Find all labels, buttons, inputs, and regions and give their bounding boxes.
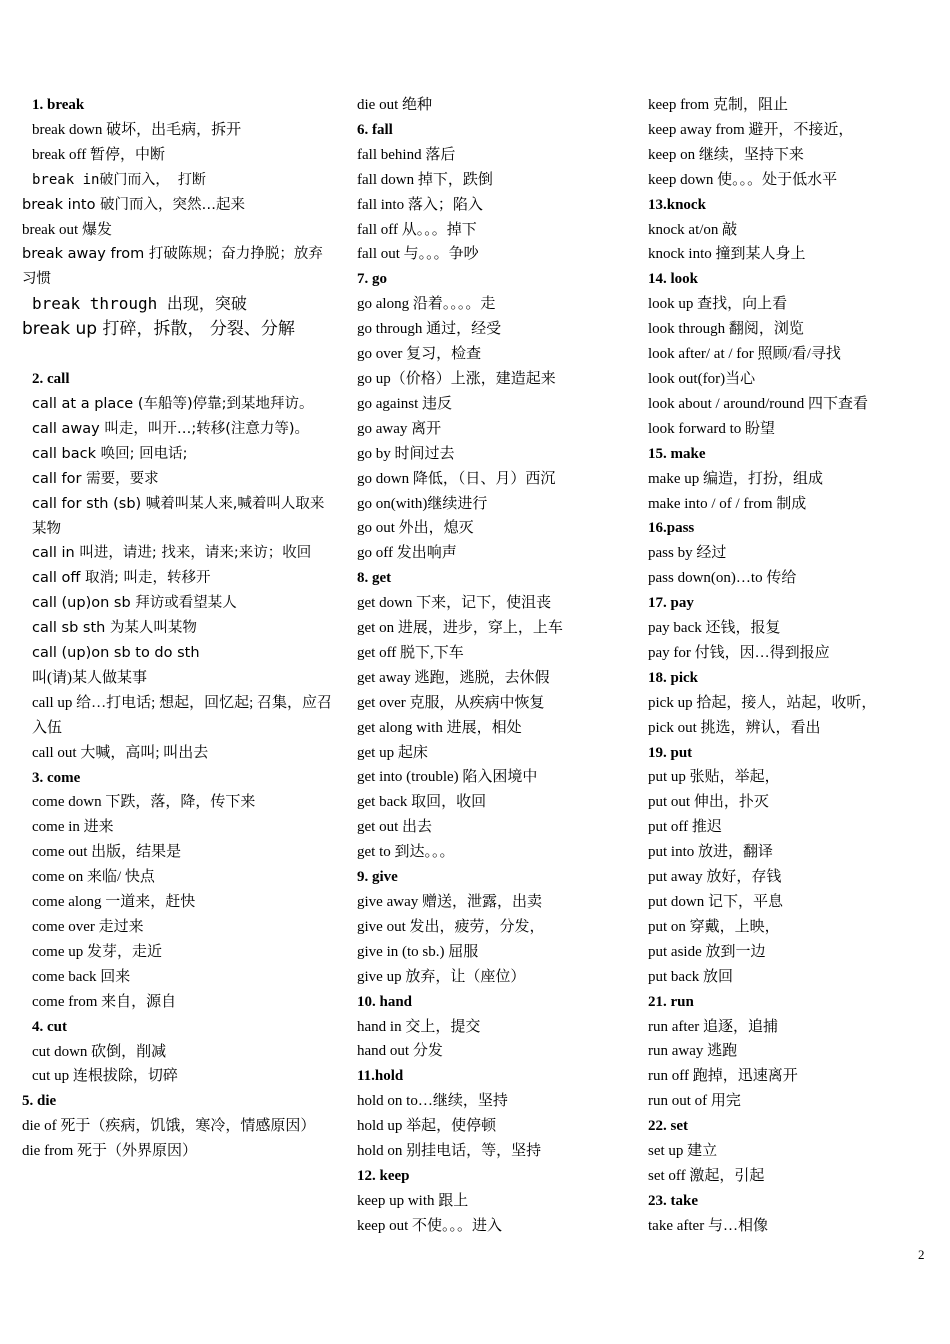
phrase-entry: break out 爆发 — [22, 221, 112, 238]
phrase-entry: die from 死于（外界原因） — [22, 1143, 197, 1160]
phrase-entry: go through 通过，经受 — [357, 321, 502, 338]
phrase-entry: break up 打碎，拆散， 分裂、分解 — [22, 319, 295, 340]
phrase-entry: call (up)on sb 拜访或看望某人 — [32, 595, 237, 612]
phrase-entry: pay for 付钱，因…得到报应 — [648, 644, 830, 661]
section-heading: 14. look — [648, 271, 699, 288]
phrase-entry: hold on to…继续，坚持 — [357, 1093, 508, 1110]
phrase-entry: call (up)on sb to do sth — [32, 645, 200, 662]
column-2 — [357, 93, 627, 1239]
section-heading: 5. die — [22, 1093, 57, 1110]
phrase-entry: give out 发出，疲劳，分发， — [357, 918, 545, 935]
phrase-entry: look out(for)当心 — [648, 370, 756, 387]
phrase-entry: call at a place (车船等)停靠;到某地拜访。 — [32, 395, 314, 412]
section-heading: 18. pick — [648, 669, 699, 686]
phrase-entry: get along with 进展，相处 — [357, 719, 522, 736]
phrase-entry: go away 离开 — [357, 420, 442, 437]
phrase-entry: go over 复习，检查 — [357, 346, 482, 363]
phrase-entry: die out 绝种 — [357, 97, 432, 113]
phrase-entry: break in破门而入， 打断 — [32, 171, 206, 188]
phrase-entry: come along 一道来，赶快 — [32, 894, 196, 911]
phrase-entry: go along 沿着。。。。走 — [357, 296, 496, 313]
phrase-entry: come from 来自，源自 — [32, 993, 177, 1010]
phrase-entry: fall out 与。。。争吵 — [357, 246, 479, 263]
phrase-entry: put into 放进，翻译 — [648, 844, 774, 861]
phrase-entry: knock into 撞到某人身上 — [648, 246, 806, 263]
phrase-entry: fall behind 落后 — [357, 146, 456, 163]
phrase-entry: break off 暂停，中断 — [32, 146, 166, 163]
phrase-entry: call sb sth 为某人叫某物 — [32, 620, 197, 637]
phrase-entry: hand out 分发 — [357, 1043, 443, 1060]
phrase-entry: get to 到达。。。 — [357, 844, 455, 861]
phrase-entry: hold on 别挂电话，等，坚持 — [357, 1143, 542, 1160]
phrase-entry: get over 克服，从疾病中恢复 — [357, 694, 545, 711]
section-heading: 23. take — [648, 1192, 698, 1209]
section-heading: 21. run — [648, 993, 694, 1010]
phrase-entry: break away from 打破陈规；奋力挣脱；放弃习惯 — [22, 246, 323, 288]
phrase-entry: run away 逃跑 — [648, 1043, 738, 1060]
phrase-entry: get down 下来，记下，使沮丧 — [357, 595, 552, 612]
phrase-entry: pass by 经过 — [648, 545, 727, 562]
phrase-entry: get back 取回，收回 — [357, 794, 487, 811]
phrase-entry: run off 跑掉，迅速离开 — [648, 1068, 798, 1085]
phrase-entry: get on 进展，进步，穿上，上车 — [357, 620, 563, 637]
phrase-entry: look about / around/round 四下查看 — [648, 395, 868, 412]
section-heading: 16.pass — [648, 520, 695, 537]
phrase-entry: go on(with)继续进行 — [357, 495, 488, 512]
section-heading: 12. keep — [357, 1167, 410, 1184]
phrase-entry: look after/ at / for 照顾/看/寻找 — [648, 346, 841, 363]
phrase-entry: hold up 举起，使停顿 — [357, 1118, 497, 1135]
phrase-entry: come in 进来 — [32, 819, 114, 836]
section-heading: 6. fall — [357, 121, 393, 138]
phrase-entry: come down 下跌，落，降，传下来 — [32, 794, 256, 811]
phrase-entry: put down 记下，平息 — [648, 894, 784, 910]
section-heading: 17. pay — [648, 595, 694, 612]
section-heading: 4. cut — [32, 1018, 67, 1035]
phrase-entry: keep out 不使。。。进入 — [357, 1217, 502, 1234]
phrase-entry: put aside 放到一边 — [648, 943, 766, 960]
phrase-entry: get into (trouble) 陷入困境中 — [357, 769, 538, 786]
phrase-entry: put out 伸出，扑灭 — [648, 794, 769, 811]
phrase-entry: die of 死于（疾病，饥饿，寒冷，情感原因） — [22, 1118, 316, 1135]
phrase-entry: put away 放好，存钱 — [648, 869, 782, 886]
phrase-entry: pick out 挑选，辨认，看出 — [648, 719, 821, 736]
section-heading: 15. make — [648, 445, 706, 462]
phrase-entry: call for sth (sb) 喊着叫某人来,喊着叫人取来某物 — [32, 495, 325, 537]
phrase-entry: make into / of / from 制成 — [648, 495, 807, 512]
section-heading: 19. put — [648, 744, 693, 761]
phrase-entry: keep away from 避开，不接近， — [648, 121, 854, 138]
phrase-entry: make up 编造，打扮，组成 — [648, 470, 823, 487]
phrase-entry: call up 给…打电话; 想起，回忆起; 召集，应召入伍 — [32, 694, 332, 736]
phrase-entry: go off 发出响声 — [357, 545, 457, 562]
phrase-entry: run out of 用完 — [648, 1093, 741, 1110]
phrase-entry: go up（价格）上涨，建造起来 — [357, 370, 556, 387]
phrase-entry: go by 时间过去 — [357, 445, 455, 462]
spacer — [22, 342, 332, 367]
phrase-entry: go out 外出，熄灭 — [357, 520, 474, 537]
section-heading: 22. set — [648, 1118, 688, 1135]
phrase-entry: fall down 掉下，跌倒 — [357, 171, 493, 188]
phrase-entry: look through 翻阅，浏览 — [648, 321, 804, 338]
column-3 — [648, 93, 933, 1239]
phrase-entry: break into 破门而入，突然…起来 — [22, 196, 246, 213]
phrase-entry: call for 需要，要求 — [32, 470, 159, 487]
phrase-entry: call away 叫走，叫开…;转移(注意力等)。 — [32, 420, 310, 437]
phrase-entry: keep up with 跟上 — [357, 1192, 469, 1209]
phrase-entry: take after 与…相像 — [648, 1217, 768, 1234]
phrase-entry: call in 叫进，请进; 找来，请来;来访；收回 — [32, 545, 312, 562]
column-1 — [22, 93, 332, 1164]
phrase-entry: come back 回来 — [32, 968, 131, 985]
phrase-entry: set up 建立 — [648, 1143, 718, 1160]
phrase-entry: come over 走过来 — [32, 919, 144, 935]
phrase-entry: break through 出现，突破 — [32, 294, 247, 314]
page-number: 2 — [918, 1247, 925, 1262]
phrase-entry: knock at/on 敲 — [648, 221, 738, 238]
phrase-entry: hand in 交上，提交 — [357, 1018, 481, 1035]
phrase-entry: put off 推迟 — [648, 819, 722, 836]
phrase-entry: fall into 落入；陷入 — [357, 196, 483, 213]
phrase-entry: pay back 还钱，报复 — [648, 620, 781, 637]
phrase-entry: keep down 使。。。处于低水平 — [648, 171, 838, 188]
phrase-entry: look up 查找，向上看 — [648, 296, 788, 313]
section-heading: 2. call — [32, 371, 70, 388]
phrase-entry: put back 放回 — [648, 968, 733, 985]
phrase-entry: come up 发芽，走近 — [32, 943, 162, 960]
phrase-entry: look forward to 盼望 — [648, 420, 776, 437]
phrase-entry: run after 追逐，追捕 — [648, 1018, 778, 1035]
phrase-entry: give in (to sb.) 屈服 — [357, 943, 479, 960]
phrase-entry: keep on 继续，坚持下来 — [648, 146, 804, 163]
phrase-entry: call out 大喊，高叫; 叫出去 — [32, 744, 209, 761]
phrase-entry: cut down 砍倒，削减 — [32, 1043, 167, 1060]
phrase-entry: put on 穿戴，上映， — [648, 918, 780, 935]
section-heading: 8. get — [357, 570, 392, 587]
phrase-entry: pick up 拾起，接人，站起，收听， — [648, 694, 877, 711]
phrase-entry: 叫(请)某人做某事 — [32, 669, 147, 686]
section-heading: 1. break — [32, 97, 85, 113]
phrase-entry: give away 赠送，泄露，出卖 — [357, 894, 542, 910]
phrase-entry: pass down(on)…to 传给 — [648, 570, 797, 587]
phrase-entry: keep from 克制，阻止 — [648, 97, 788, 113]
phrase-entry: give up 放弃，让（座位） — [357, 968, 526, 985]
phrase-entry: call off 取消; 叫走，转移开 — [32, 570, 211, 587]
phrase-entry: cut up 连根拔除，切碎 — [32, 1068, 178, 1085]
section-heading: 3. come — [32, 769, 81, 786]
phrase-entry: get up 起床 — [357, 744, 428, 761]
section-heading: 9. give — [357, 869, 398, 886]
phrase-entry: come on 来临/ 快点 — [32, 869, 155, 886]
section-heading: 11.hold — [357, 1068, 404, 1085]
phrase-entry: go down 降低，（日、月）西沉 — [357, 470, 556, 487]
phrase-entry: get off 脱下,下车 — [357, 644, 464, 661]
section-heading: 13.knock — [648, 196, 706, 213]
phrase-entry: put up 张贴，举起， — [648, 769, 780, 786]
section-heading: 10. hand — [357, 993, 413, 1010]
phrase-entry: get away 逃跑，逃脱，去休假 — [357, 669, 550, 686]
section-heading: 7. go — [357, 271, 387, 288]
phrase-entry: call back 唤回; 回电话; — [32, 445, 188, 462]
phrase-entry: get out 出去 — [357, 819, 432, 836]
phrase-entry: fall off 从。。。掉下 — [357, 221, 477, 238]
phrase-entry: break down 破坏，出毛病，拆开 — [32, 121, 242, 138]
phrase-entry: come out 出版，结果是 — [32, 844, 182, 861]
phrase-entry: go against 违反 — [357, 395, 452, 412]
phrase-entry: set off 激起，引起 — [648, 1167, 765, 1184]
